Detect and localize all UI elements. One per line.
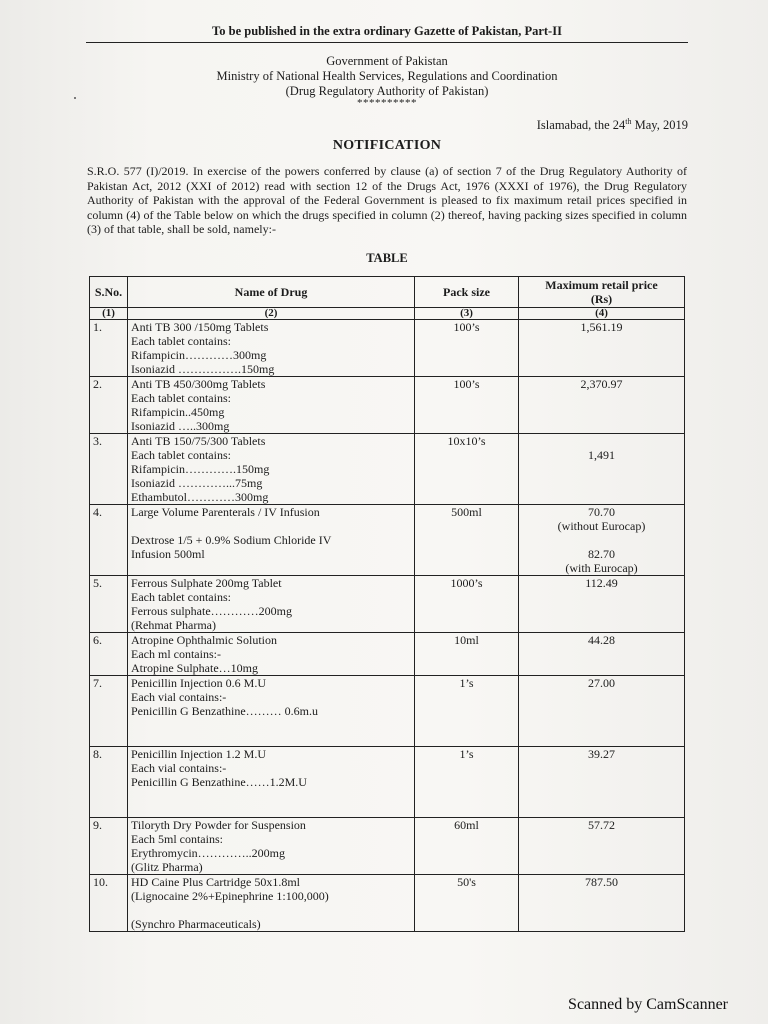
row-price (519, 576, 685, 633)
drug-line (131, 519, 411, 533)
drug-line: Each ml contains:- (131, 647, 221, 661)
row-price (519, 434, 685, 505)
drug-line: Isoniazid …………….150mg (131, 362, 275, 376)
table-body (90, 320, 685, 932)
row-pack-size: 1’s (415, 676, 519, 747)
table-row (90, 320, 685, 377)
drug-line: Anti TB 300 /150mg Tablets (131, 320, 269, 334)
drug-price-table (89, 276, 685, 932)
row-sno: 6. (90, 633, 128, 676)
date-prefix: Islamabad, the 24 (536, 118, 626, 133)
date-line (537, 117, 688, 133)
row-sno: 2. (90, 377, 128, 434)
drug-line (131, 803, 411, 817)
row-pack-size: 500ml (415, 505, 519, 576)
table-header-row (90, 277, 685, 308)
row-drug-name (128, 633, 415, 676)
drug-line: (Rehmat Pharma) (131, 618, 216, 632)
header-price-line1: Maximum retail price (545, 278, 658, 292)
drug-line: Penicillin Injection 1.2 M.U (131, 747, 266, 761)
drug-line: Ferrous sulphate…………200mg (131, 604, 292, 618)
row-sno: 1. (90, 320, 128, 377)
row-sno: 4. (90, 505, 128, 576)
row-pack-size: 100’s (415, 377, 519, 434)
table-row (90, 377, 685, 434)
price-line: 70.70 (588, 505, 615, 519)
drug-line: Penicillin G Benzathine……… 0.6m.u (131, 704, 318, 718)
table-row (90, 818, 685, 875)
drug-line: Erythromycin…………..200mg (131, 846, 285, 860)
notification-title: NOTIFICATION (332, 138, 442, 153)
scan-speck (74, 97, 76, 99)
row-sno: 7. (90, 676, 128, 747)
drug-line: Tiloryth Dry Powder for Suspension (131, 818, 306, 832)
table-row (90, 875, 685, 932)
col-num-4: (4) (519, 308, 685, 320)
drug-line: Anti TB 150/75/300 Tablets (131, 434, 266, 448)
drug-line: Dextrose 1/5 + 0.9% Sodium Chloride IV (131, 533, 332, 547)
row-pack-size: 10ml (415, 633, 519, 676)
heading-rule (86, 42, 688, 43)
drug-line: Anti TB 450/300mg Tablets (131, 377, 266, 391)
row-drug-name (128, 576, 415, 633)
table-row (90, 576, 685, 633)
col-num-3: (3) (415, 308, 519, 320)
drug-line (131, 732, 411, 746)
col-num-1: (1) (90, 308, 128, 320)
drug-line: Isoniazid …………...75mg (131, 476, 263, 490)
table-title: TABLE (366, 251, 408, 265)
row-sno: 5. (90, 576, 128, 633)
row-sno: 10. (90, 875, 128, 932)
authority-line: (Drug Regulatory Authority of Pakistan) (285, 84, 489, 98)
row-price (519, 633, 685, 676)
drug-line: Penicillin G Benzathine……1.2M.U (131, 775, 307, 789)
price-line (522, 533, 681, 547)
row-price (519, 747, 685, 818)
table-row (90, 747, 685, 818)
row-price (519, 676, 685, 747)
row-drug-name (128, 434, 415, 505)
drug-line: Rifampicin..450mg (131, 405, 225, 419)
row-sno: 8. (90, 747, 128, 818)
drug-line: Each vial contains:- (131, 761, 227, 775)
price-line (522, 434, 681, 448)
header-sno: S.No. (90, 277, 128, 308)
row-drug-name (128, 320, 415, 377)
drug-line: Each tablet contains: (131, 590, 231, 604)
drug-line: Isoniazid …..300mg (131, 419, 230, 433)
drug-line: HD Caine Plus Cartridge 50x1.8ml (131, 875, 300, 889)
row-pack-size: 50's (415, 875, 519, 932)
scanner-watermark: Scanned by CamScanner (568, 996, 728, 1013)
drug-line: Ferrous Sulphate 200mg Tablet (131, 576, 282, 590)
drug-line: Large Volume Parenterals / IV Infusion (131, 505, 320, 519)
table-row (90, 505, 685, 576)
row-pack-size: 1000’s (415, 576, 519, 633)
price-line: (without Eurocap) (557, 519, 646, 533)
drug-line: (Synchro Pharmaceuticals) (131, 917, 261, 931)
row-price (519, 377, 685, 434)
row-sno: 3. (90, 434, 128, 505)
price-line: 112.49 (585, 576, 618, 590)
price-line: 1,491 (588, 448, 615, 462)
row-price (519, 818, 685, 875)
price-line: 787.50 (585, 875, 618, 889)
header-price-line2: (Rs) (590, 292, 613, 306)
star-separator: ********** (357, 97, 417, 109)
drug-line: Each tablet contains: (131, 391, 231, 405)
row-drug-name (128, 875, 415, 932)
price-line: 1,561.19 (580, 320, 623, 334)
drug-line: Each tablet contains: (131, 448, 231, 462)
row-price (519, 320, 685, 377)
row-drug-name (128, 818, 415, 875)
notification-body: S.R.O. 577 (I)/2019. In exercise of the powers conferred by clause (a) of section 7 of the Drug Regulatory Authority of Pakistan Act, 2012 (XXI of 2012) read with section 12 of the Drugs Act, 1976 (XXXI of 1976), the Drug Regulatory Authority of Pakistan with the approval of the Federal Government is pleased to fix maximum retail prices specified in column (4) of the Table below on which the drugs specified in column (2) thereof, having packing sizes specified in column (3) of that table, shall be sold, namely:- (87, 164, 687, 236)
row-sno: 9. (90, 818, 128, 875)
header-pack: Pack size (415, 277, 519, 308)
drug-line: Penicillin Injection 0.6 M.U (131, 676, 266, 690)
drug-line: Atropine Ophthalmic Solution (131, 633, 277, 647)
row-price (519, 505, 685, 576)
drug-line: Each vial contains:- (131, 690, 227, 704)
price-line: 39.27 (588, 747, 615, 761)
col-num-2: (2) (128, 308, 415, 320)
row-drug-name (128, 377, 415, 434)
row-pack-size: 1’s (415, 747, 519, 818)
price-line: 82.70 (588, 547, 615, 561)
header-name: Name of Drug (128, 277, 415, 308)
ministry-line: Ministry of National Health Services, Regulations and Coordination (216, 69, 558, 83)
drug-line (131, 718, 411, 732)
row-price (519, 875, 685, 932)
row-pack-size: 100’s (415, 320, 519, 377)
drug-line: Atropine Sulphate…10mg (131, 661, 258, 675)
row-drug-name (128, 505, 415, 576)
drug-line: (Glitz Pharma) (131, 860, 203, 874)
date-month-year: May, 2019 (631, 118, 688, 133)
date-suffix-ordinal: th (625, 117, 632, 126)
gazette-heading: To be published in the extra ordinary Gazette of Pakistan, Part-II (212, 24, 562, 38)
row-drug-name (128, 747, 415, 818)
drug-line: Rifampicin…………300mg (131, 348, 267, 362)
price-line: 57.72 (588, 818, 615, 832)
drug-line: Each 5ml contains: (131, 832, 223, 846)
table-row (90, 434, 685, 505)
price-line: 44.28 (588, 633, 615, 647)
drug-line: Ethambutol…………300mg (131, 490, 269, 504)
price-line: (with Eurocap) (565, 561, 638, 575)
drug-line: (Lignocaine 2%+Epinephrine 1:100,000) (131, 889, 329, 903)
row-pack-size: 10x10’s (415, 434, 519, 505)
row-drug-name (128, 676, 415, 747)
row-pack-size: 60ml (415, 818, 519, 875)
drug-line: Rifampicin………….150mg (131, 462, 270, 476)
drug-line (131, 789, 411, 803)
drug-line: Infusion 500ml (131, 547, 205, 561)
table-row (90, 676, 685, 747)
column-number-row (90, 308, 685, 320)
table-row (90, 633, 685, 676)
price-line: 2,370.97 (580, 377, 623, 391)
drug-line: Each tablet contains: (131, 334, 231, 348)
drug-line (131, 903, 411, 917)
header-price (519, 277, 685, 308)
price-line: 27.00 (588, 676, 615, 690)
government-line: Government of Pakistan (326, 54, 448, 68)
